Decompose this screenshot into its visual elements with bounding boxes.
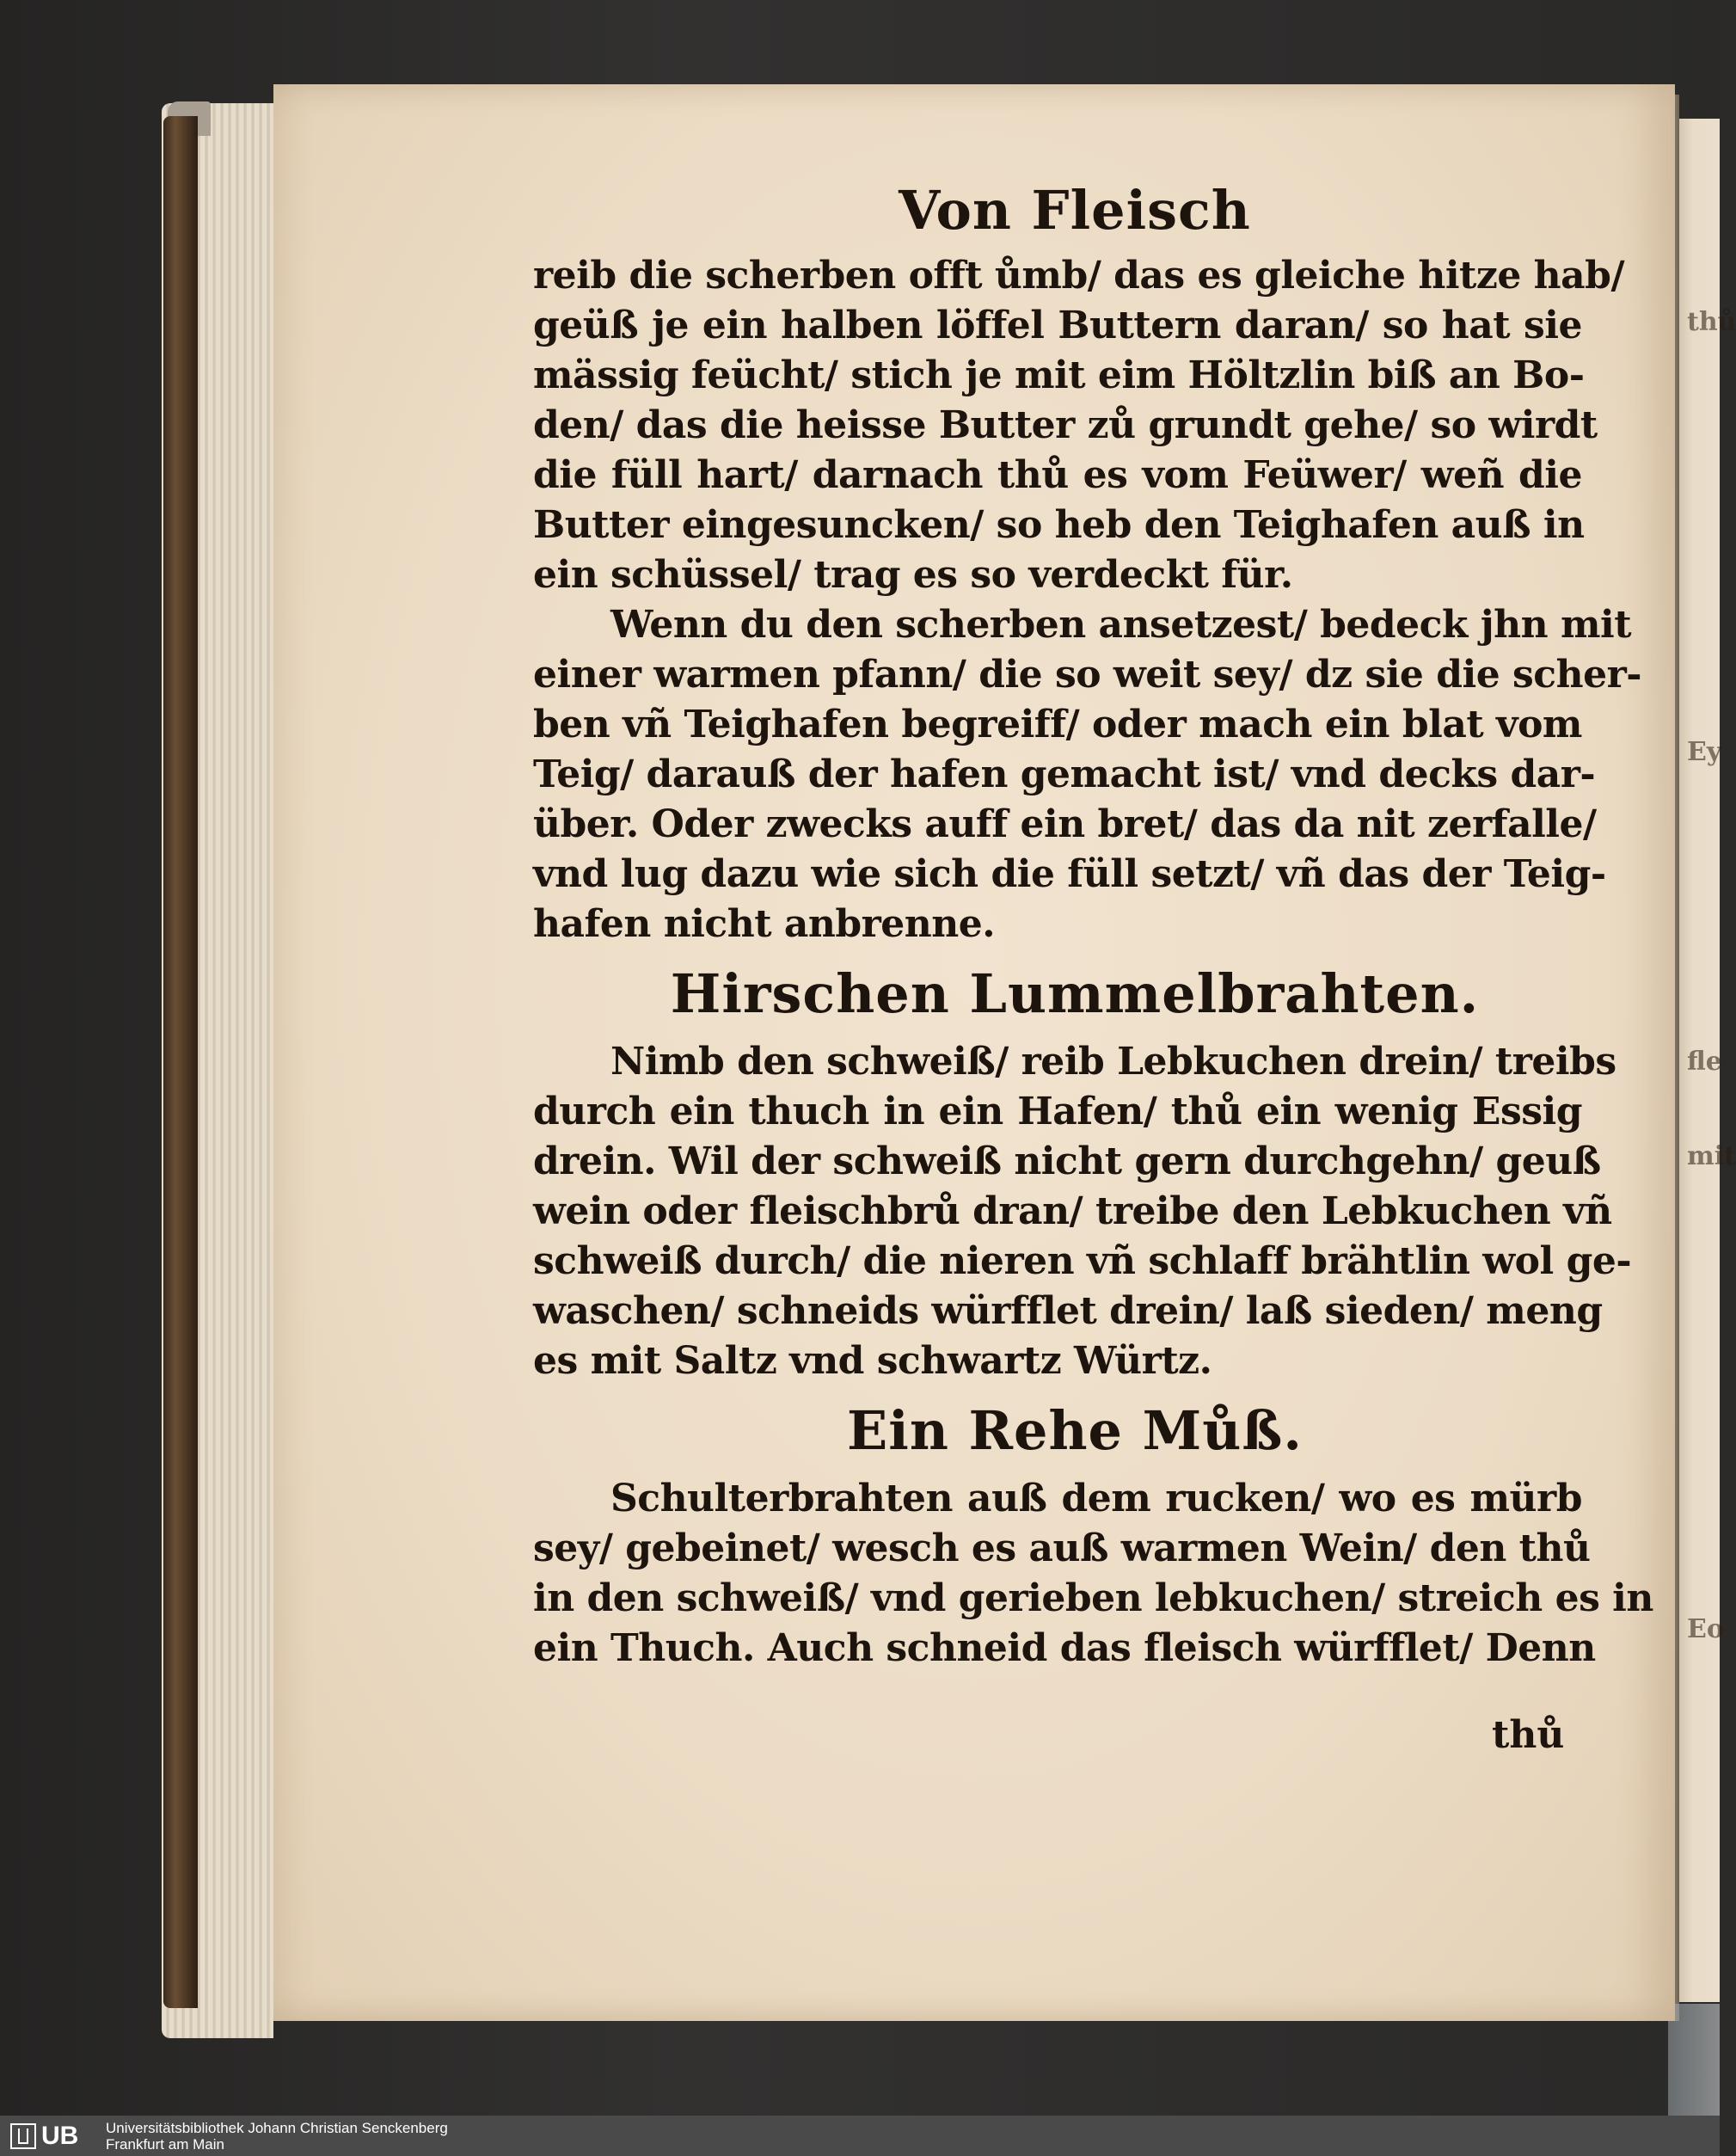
text-line: ein Thuch. Auch schneid das fleisch würfflet/ Denn [533, 1626, 1596, 1670]
institution-credit [106, 2120, 448, 2153]
text-line: ben vñ Teighafen begreiff/ oder mach ein blat vom [533, 703, 1582, 746]
library-logo[interactable] [10, 2121, 96, 2151]
text-line: mässig feücht/ stich je mit eim Höltzlin biß an Bo- [533, 353, 1585, 397]
text-line: Butter eingesuncken/ so heb den Teighafen auß in [533, 503, 1585, 547]
facing-page-fragment: fle [1687, 1047, 1722, 1077]
text-line: ein schüssel/ trag es so verdeckt für. [533, 553, 1293, 597]
text-line: sey/ gebeinet/ wesch es auß warmen Wein/ den thů [533, 1526, 1591, 1570]
text-line: drein. Wil der schweiß nicht gern durchgehn/ geuß [533, 1139, 1601, 1183]
text-line: hafen nicht anbrenne. [533, 902, 996, 946]
facing-page-fragment: mit [1687, 1141, 1736, 1171]
paragraph-2 [533, 600, 1642, 949]
catchword: thů [1492, 1713, 1565, 1757]
institution-name: Universitätsbibliothek Johann Christian Senckenberg [106, 2120, 448, 2136]
text-line: reib die scherben offt ůmb/ das es gleiche hitze hab/ [533, 254, 1625, 298]
paragraph-3 [533, 1037, 1632, 1386]
text-line: einer warmen pfann/ die so weit sey/ dz sie die scher- [533, 653, 1642, 697]
paragraph-1 [533, 251, 1625, 600]
library-logo-icon [10, 2123, 36, 2149]
text-line: über. Oder zwecks auff ein bret/ das da nit zerfalle/ [533, 802, 1597, 846]
text-line: Wenn du den scherben ansetzest/ bedeck jhn mit [610, 603, 1632, 647]
text-line: Nimb den schweiß/ reib Lebkuchen drein/ treibs [610, 1040, 1616, 1084]
facing-page-fragment: thů [1687, 307, 1736, 337]
text-line: es mit Saltz vnd schwartz Würtz. [533, 1339, 1212, 1383]
text-line: geüß je ein halben löffel Buttern daran/ so hat sie [533, 304, 1582, 347]
book-spine [163, 116, 198, 2008]
page-text [533, 179, 1653, 1674]
text-line: vnd lug dazu wie sich die füll setzt/ vñ das der Teig- [533, 852, 1606, 896]
text-line: schweiß durch/ die nieren vñ schlaff brähtlin wol ge- [533, 1239, 1632, 1283]
page-holder-clip [1668, 2004, 1720, 2116]
text-line: in den schweiß/ vnd gerieben lebkuchen/ streich es in [533, 1576, 1653, 1620]
text-line: Schulterbrahten auß dem rucken/ wo es mürb [610, 1477, 1582, 1520]
text-line: durch ein thuch in ein Hafen/ thů ein wenig Essig [533, 1090, 1582, 1133]
running-head: Von Fleisch [899, 179, 1251, 242]
section-heading: Hirschen Lummelbrahten. [670, 962, 1480, 1025]
section-heading: Ein Rehe Můß. [847, 1399, 1303, 1462]
text-line: die füll hart/ darnach thů es vom Feüwer/ weñ die [533, 453, 1582, 497]
text-line: wein oder fleischbrů dran/ treibe den Lebkuchen vñ [533, 1189, 1612, 1233]
library-logo-text: UB [41, 2121, 79, 2150]
text-line: waschen/ schneids würfflet drein/ laß sieden/ meng [533, 1289, 1603, 1333]
paragraph-4 [533, 1474, 1653, 1674]
text-line: Teig/ darauß der hafen gemacht ist/ vnd decks dar- [533, 752, 1596, 796]
institution-city: Frankfurt am Main [106, 2136, 224, 2153]
text-line: den/ das die heisse Butter zů grundt gehe/ so wirdt [533, 403, 1598, 447]
facing-page-fragment: Eo [1687, 1614, 1724, 1644]
facing-page-fragment: Ey [1687, 737, 1722, 767]
footer-bar [0, 2116, 1720, 2156]
